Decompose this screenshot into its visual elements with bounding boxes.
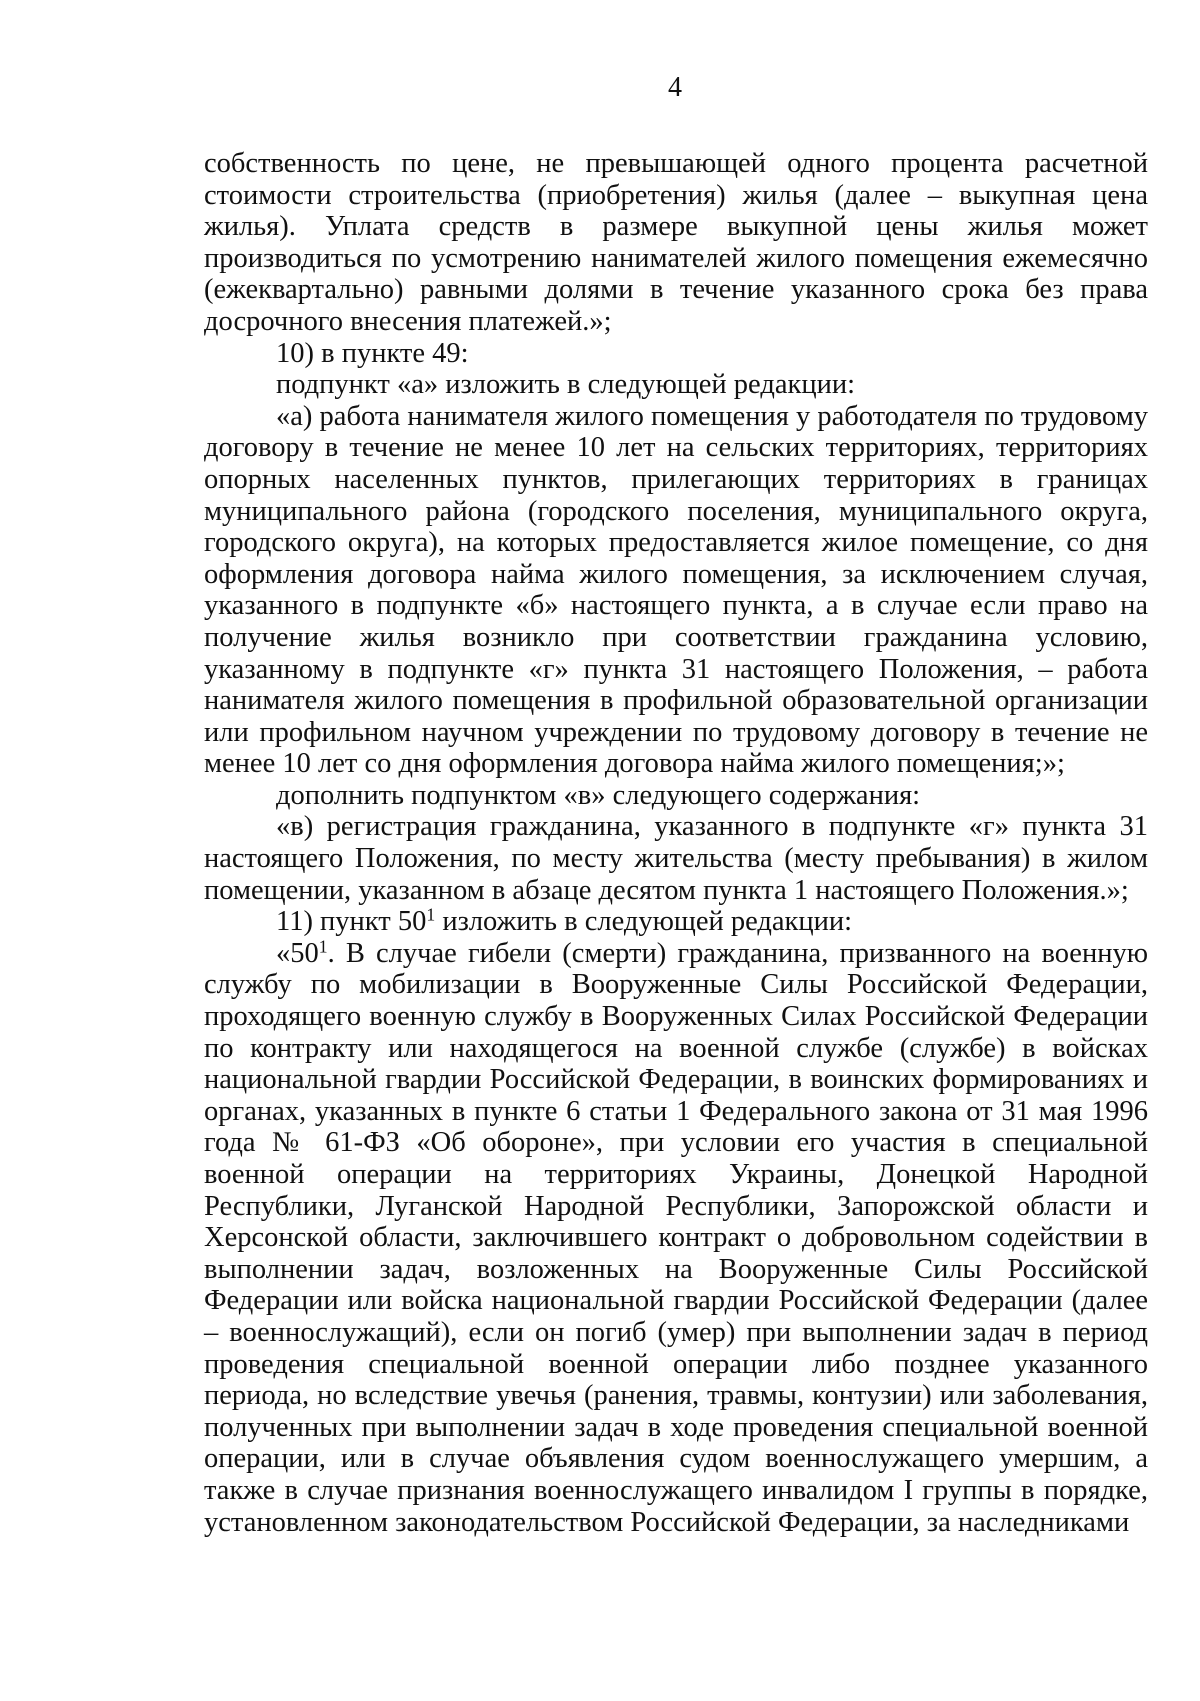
- point-50-1-text-body: . В случае гибели (смерти) гражданина, призванного на военную службу по мобилизации в Вооруженные Силы Российской Федерации, проходящего военную службу в Вооруженных Силах Российской Федерации по контракту или находящегося на военной службе (службе) в войсках национальной гвардии Российской Федерации, в воинских формированиях и органах, указанных в пункте 6 статьи 1 Федерального закона от 31 мая 1996 года № 61-ФЗ «Об обороне», при условии его участия в специальной военной операции на территориях Украины, Донецкой Народной Республики, Луганской Народной Республики, Запорожской области и Херсонской области, заключившего контракт о добровольном содействии в выполнении задач, возложенных на Вооруженные Силы Российской Федерации или войска национальной гвардии Российской Федерации (далее – военнослужащий), если он погиб (умер) при выполнении задач в период проведения специальной военной операции либо позднее указанного периода, но вследствие увечья (ранения, травмы, контузии) или заболевания, полученных при выполнении задач в ходе проведения специальной военной операции, или в случае объявления судом военнослужащего умершим, а также в случае признания военнослужащего инвалидом I группы в порядке, установленном законодательством Российской Федерации, за наследниками: [204, 937, 1148, 1538]
- paragraph-subpoint-v-instruction: дополнить подпунктом «в» следующего содержания:: [276, 779, 921, 811]
- paragraph-subpoint-a-instruction: подпункт «а» изложить в следующей редакции:: [276, 369, 855, 401]
- paragraph-subpoint-a-text: «а) работа нанимателя жилого помещения у работодателя по трудовому договору в течение не менее 10 лет на сельских территориях, территориях опорных населенных пунктов, прилегающих территориях в границах муниципального района (городского поселения, муниципального округа, городского округа), на которых предоставляется жилое помещение, со дня оформления договора найма жилого помещения, за исключением случая, указанного в подпункте «б» настоящего пункта, а в случае если право на получение жилья возникло при соответствии гражданина условию, указанному в подпункте «г» пункта 31 настоящего Положения, – работа нанимателя жилого помещения в профильной образовательной организации или профильном научном учреждении по трудовому договору в течение не менее 10 лет со дня оформления договора найма жилого помещения;»;: [204, 400, 1148, 780]
- page-number: 4: [668, 72, 682, 103]
- point-50-1-superscript: 1: [318, 936, 328, 957]
- paragraph-subpoint-v-text: «в) регистрация гражданина, указанного в подпункте «г» пункта 31 настоящего Положения, по месту жительства (месту пребывания) в жилом помещении, указанном в абзаце десятом пункта 1 настоящего Положения.»;: [204, 811, 1148, 906]
- point-50-1-text-start: «50: [276, 937, 319, 969]
- item-11-superscript: 1: [426, 904, 436, 925]
- paragraph-continuation: собственность по цене, не превышающей одного процента расчетной стоимости строительства (приобретения) жилья (далее – выкупная цена жилья). Уплата средств в размере выкупной цены жилья может производиться по усмотрению нанимателей жилого помещения ежемесячно (ежеквартально) равными долями в течение указанного срока без права досрочного внесения платежей.»;: [204, 148, 1148, 337]
- document-body: [204, 148, 1148, 1538]
- item-11-text-start: 11) пункт 50: [276, 906, 427, 938]
- paragraph-item-10: 10) в пункте 49:: [276, 337, 469, 369]
- paragraph-point-50-1: [204, 938, 1148, 1538]
- paragraph-item-11: [204, 906, 1148, 938]
- item-11-text-end: изложить в следующей редакции:: [435, 906, 853, 938]
